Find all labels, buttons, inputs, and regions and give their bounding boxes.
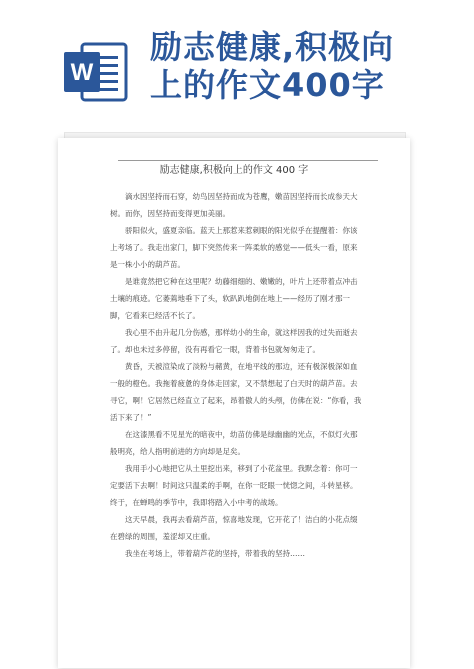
page-fade-overlay	[58, 608, 410, 668]
word-document-icon	[62, 40, 130, 104]
header-banner	[0, 0, 474, 125]
document-body	[110, 188, 362, 562]
page-title	[150, 28, 470, 104]
document-preview	[58, 132, 410, 662]
document-title: 励志健康,积极向上的作文 400 字	[159, 165, 309, 176]
page-title-line2: 上的作文400字	[150, 66, 385, 104]
paragraph: 这天早晨，我再去看葫芦苗，惊喜地发现，它开花了！洁白的小花点缀在碧绿的周围，羞涩却又庄重。	[110, 515, 358, 541]
page-title-line1: 励志健康,积极向	[150, 28, 395, 66]
paragraph: 黄昏，天被渲染成了淡粉与赭黄，在地平线的那边，还有极深极深如血一般的橙色。我拖着疲惫的身体走回家，又不禁想起了白天时的葫芦苗。去寻它，啊！它居然已经直立了起来，昂着傲人的头颅，仿佛在说：“你看，我活下来了！”	[110, 362, 362, 422]
header-rule	[118, 160, 378, 161]
paragraph: 我用手小心地把它从土里挖出来，移到了小花盆里。我默念着：你可一定要活下去啊！时间这只温柔的手啊，在你一眨眼一恍惚之间，斗转星移。终于，在蝉鸣的季节中，我即将踏入小中考的战场。	[110, 464, 358, 507]
paragraph: 在这漆黑看不见星光的暗夜中，幼苗仿佛是绿幽幽的光点，不似灯火那般明亮，给人指明前进的方向却是足矣。	[110, 430, 358, 456]
document-page	[58, 138, 410, 668]
paragraph: 滴水因坚持而石穿，幼鸟因坚持而成为苍鹰，嫩苗因坚持而长成参天大树。而你，因坚持而变得更加美丽。	[110, 192, 358, 218]
paragraph: 是谁竟然把它种在这里呢？幼藤细细的、嫩嫩的，叶片上还带着点冲击土壤的痕迹。它萎蔫地垂下了头，软趴趴地倒在地上——经历了刚才那一脚，它看来已经活不长了。	[110, 277, 358, 320]
word-icon-letter: W	[70, 59, 94, 86]
paragraph: 我坐在考场上，带着葫芦花的坚持，带着我的坚持……	[125, 549, 305, 558]
paragraph: 骄阳似火，盛夏亲临。蓝天上那惹来惹刺眼的阳光似乎在提醒着：你该上考场了。我走出家门，脚下突然传来一阵柔软的感觉——低头一看，原来是一株小小的葫芦苗。	[110, 226, 358, 269]
paragraph: 我心里不由升起几分伤感，那样幼小的生命，就这样因我的过失而逝去了。却也未过多停留，没有再看它一眼，背着书包就匆匆走了。	[110, 328, 358, 354]
